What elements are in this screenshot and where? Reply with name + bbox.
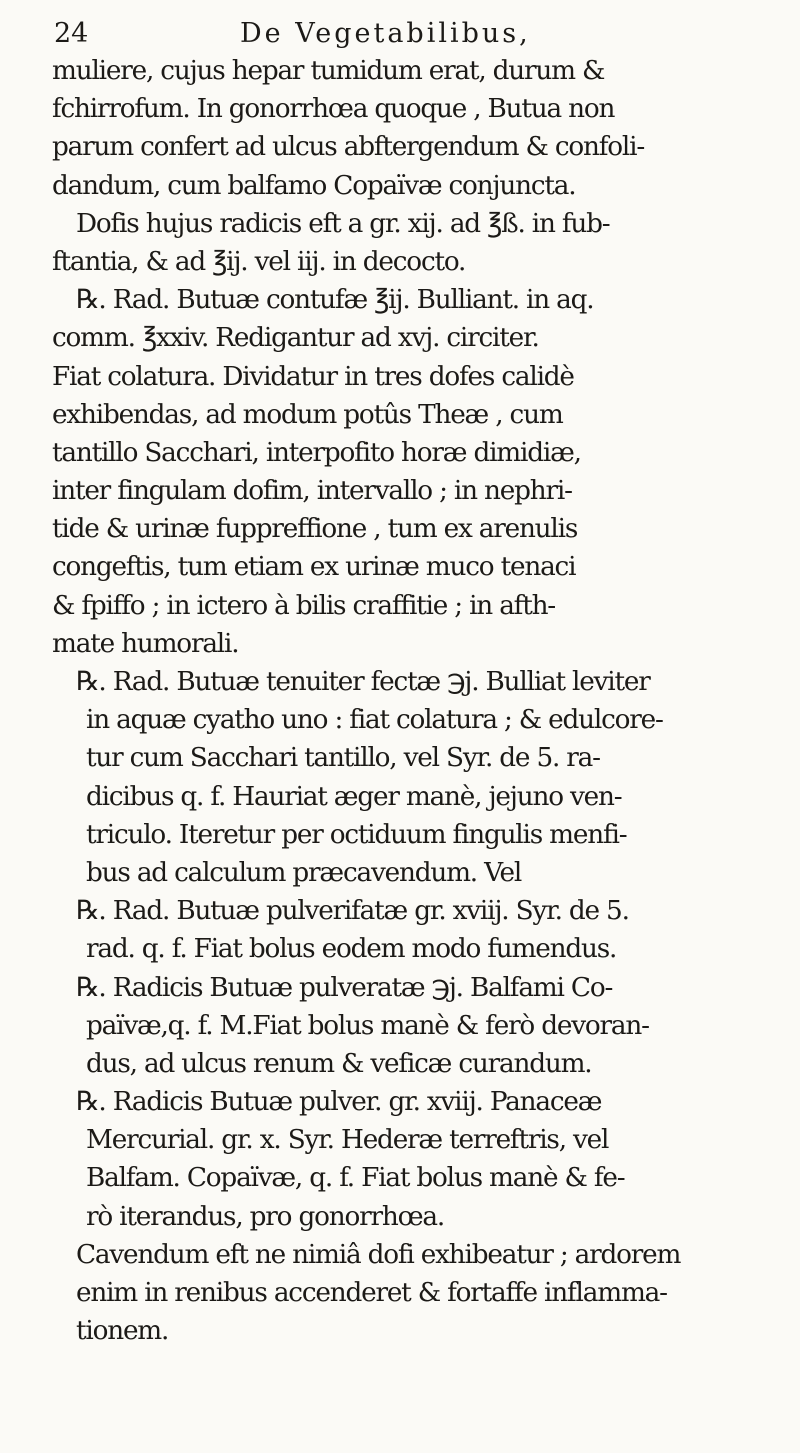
text-line: tide & urinæ fuppreffione , tum ex arenulis — [52, 514, 578, 545]
text-line: ftantia, & ad ℥ij. vel iij. in decocto. — [52, 246, 466, 277]
recipe-line: ℞. Rad. Butuæ contufæ ℥ij. Bulliant. in aq. — [76, 285, 594, 316]
text-line: tantillo Sacchari, interpofito horæ dimidiæ, — [52, 437, 581, 468]
text-line: Balfam. Copaïvæ, q. f. Fiat bolus manè & fe- — [86, 1163, 625, 1194]
recipe-line: ℞. Radicis Butuæ pulveratæ ℈j. Balfami Co- — [76, 972, 613, 1003]
text-line: inter fingulam dofim, intervallo ; in nephri- — [52, 476, 572, 507]
text-line: & fpiffo ; in ictero à bilis craffitie ; in afth- — [52, 590, 555, 621]
text-line: Cavendum eft ne nimiâ dofi exhibeatur ; ardorem — [76, 1239, 681, 1270]
text-line: congeftis, tum etiam ex urinæ muco tenaci — [52, 552, 576, 583]
text-line: païvæ,q. f. M.Fiat bolus manè & ferò devoran- — [86, 1010, 649, 1041]
text-line: dandum, cum balfamo Copaïvæ conjuncta. — [52, 170, 576, 201]
text-body — [52, 52, 768, 1350]
text-line: exhibendas, ad modum potûs Theæ , cum — [52, 399, 563, 430]
text-line: triculo. Iteretur per octiduum fingulis menfi- — [86, 819, 627, 850]
text-line: dicibus q. f. Hauriat æger manè, jejuno ven- — [86, 781, 622, 812]
text-line: rad. q. f. Fiat bolus eodem modo fumendus. — [86, 934, 617, 965]
text-line: tur cum Sacchari tantillo, vel Syr. de 5. ra- — [86, 743, 600, 774]
text-line: Fiat colatura. Dividatur in tres dofes calidè — [52, 361, 574, 392]
recipe-line: ℞. Rad. Butuæ pulverifatæ gr. xviij. Syr. de 5. — [76, 896, 629, 927]
page-number: 24 — [54, 18, 89, 49]
text-line: bus ad calculum præcavendum. Vel — [86, 857, 522, 888]
text-line: tionem. — [76, 1316, 169, 1347]
page-header — [54, 14, 754, 54]
text-line: comm. ℥xxiv. Redigantur ad xvj. circiter. — [52, 323, 539, 354]
text-line: Dofis hujus radicis eft a gr. xij. ad ℥ß. in fub- — [76, 208, 610, 239]
text-line: dus, ad ulcus renum & veficæ curandum. — [86, 1048, 592, 1079]
text-line: Mercurial. gr. x. Syr. Hederæ terreftris, vel — [86, 1125, 609, 1156]
recipe-line: ℞. Rad. Butuæ tenuiter fectæ ℈j. Bulliat leviter — [76, 667, 650, 697]
running-title: De Vegetabilibus, — [240, 18, 531, 49]
text-line: fchirrofum. In gonorrhœa quoque , Butua non — [52, 94, 615, 125]
text-line: enim in renibus accenderet & fortaffe inflamma- — [76, 1278, 667, 1308]
text-line: in aquæ cyatho uno : fiat colatura ; & edulcore- — [86, 705, 663, 736]
text-line: mate humorali. — [52, 628, 239, 659]
text-line: muliere, cujus hepar tumidum erat, durum & — [52, 56, 605, 86]
recipe-line: ℞. Radicis Butuæ pulver. gr. xviij. Panaceæ — [76, 1087, 602, 1118]
text-line: rò iterandus, pro gonorrhœa. — [86, 1201, 445, 1232]
text-line: parum confert ad ulcus abftergendum & confoli- — [52, 132, 645, 163]
